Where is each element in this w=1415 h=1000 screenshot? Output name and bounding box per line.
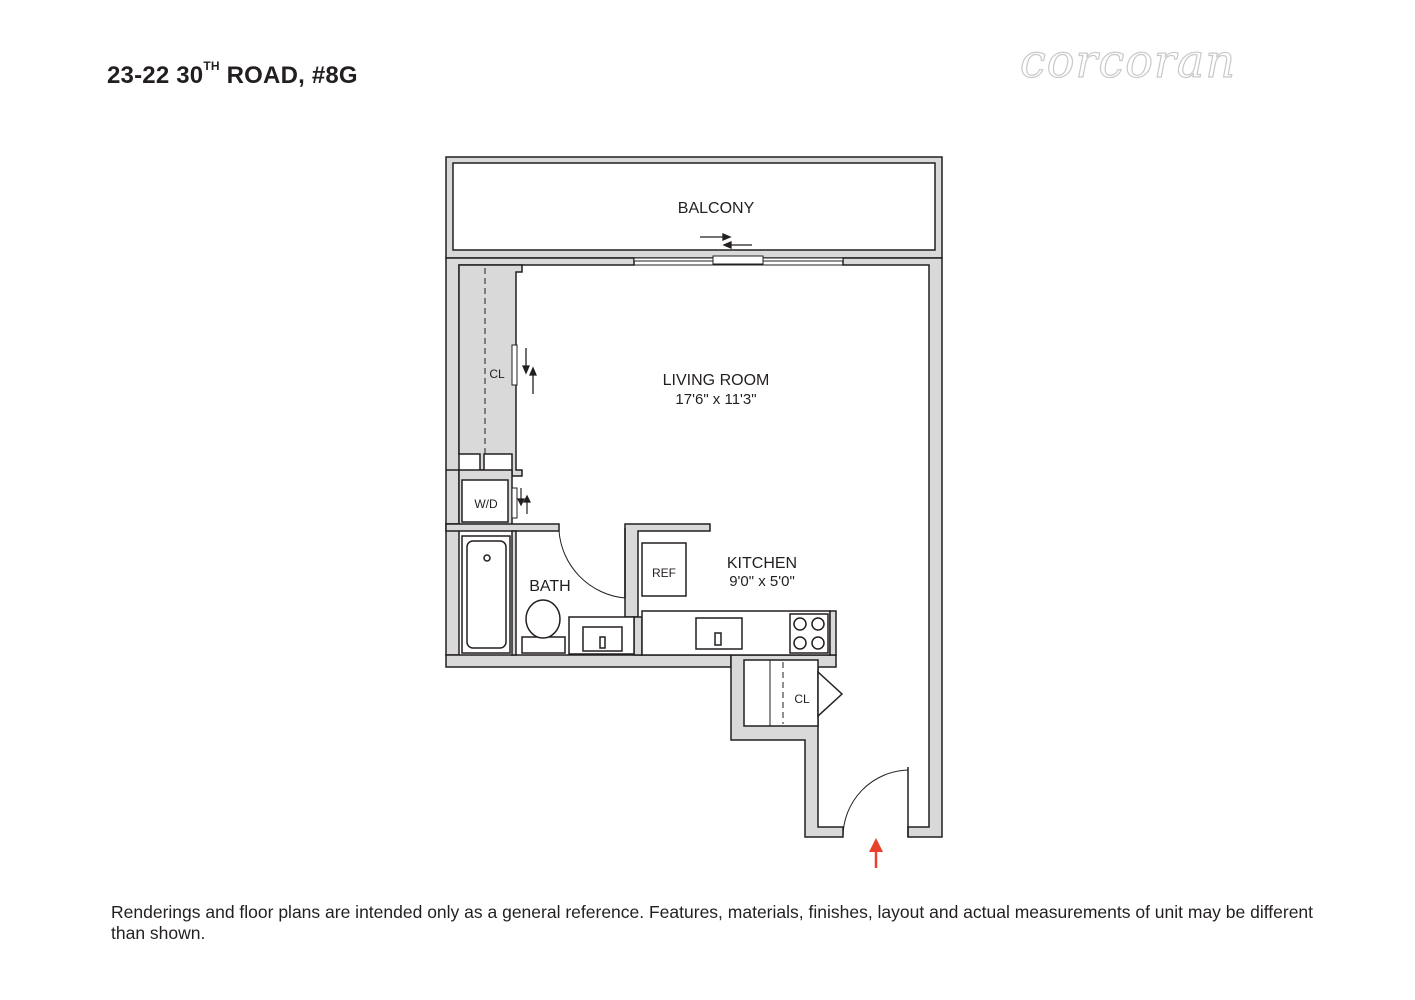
toilet-tank: [522, 637, 565, 653]
kitchen-faucet: [715, 633, 721, 645]
bath-faucet: [600, 637, 605, 648]
kitchen-end-wall: [830, 611, 836, 655]
disclaimer-text: Renderings and floor plans are intended only as a general reference. Features, materials, finishes, layout and actual measurements of unit may be different than shown.: [111, 902, 1314, 943]
burner: [812, 637, 824, 649]
brand-logo: corcoran: [1020, 34, 1236, 88]
entry-closet-label: CL: [794, 692, 810, 706]
kitchen-dimensions: 9'0" x 5'0": [729, 573, 795, 590]
exterior-wall-right-top: [843, 258, 942, 837]
burner: [812, 618, 824, 630]
toilet-bowl: [526, 600, 560, 638]
entry-door-swing: [843, 770, 908, 837]
sliding-arrows-icon: [700, 234, 752, 248]
living-room-label: LIVING ROOM: [662, 372, 770, 389]
living-room-dimensions: 17'6" x 11'3": [675, 391, 757, 408]
washer-dryer-label: W/D: [474, 497, 498, 511]
closet-door: [512, 345, 517, 385]
burner: [794, 637, 806, 649]
bath-label: BATH: [529, 578, 571, 595]
wd-slide-arrows-icon: [518, 488, 530, 514]
bathtub-drain: [484, 555, 490, 561]
closet-slide-arrows-icon: [523, 348, 536, 394]
exterior-wall-left: [446, 524, 459, 655]
balcony-label: BALCONY: [677, 200, 755, 217]
kitchen-divider-wall: [634, 617, 642, 655]
burner: [794, 618, 806, 630]
bath-top-wall: [446, 524, 559, 531]
refrigerator-label: REF: [652, 566, 676, 580]
kitchen-label: KITCHEN: [726, 555, 798, 572]
exterior-wall-bottom: [446, 655, 731, 667]
entry-arrow-icon: [869, 838, 883, 868]
bath-divider-wall: [512, 531, 516, 655]
entry-closet-door: [818, 672, 842, 716]
address-prefix: 23-22 30: [107, 62, 204, 89]
wd-door: [512, 488, 517, 518]
closet-label: CL: [489, 367, 505, 381]
address-superscript: TH: [203, 59, 220, 73]
address-suffix: ROAD, #8G: [219, 62, 358, 89]
